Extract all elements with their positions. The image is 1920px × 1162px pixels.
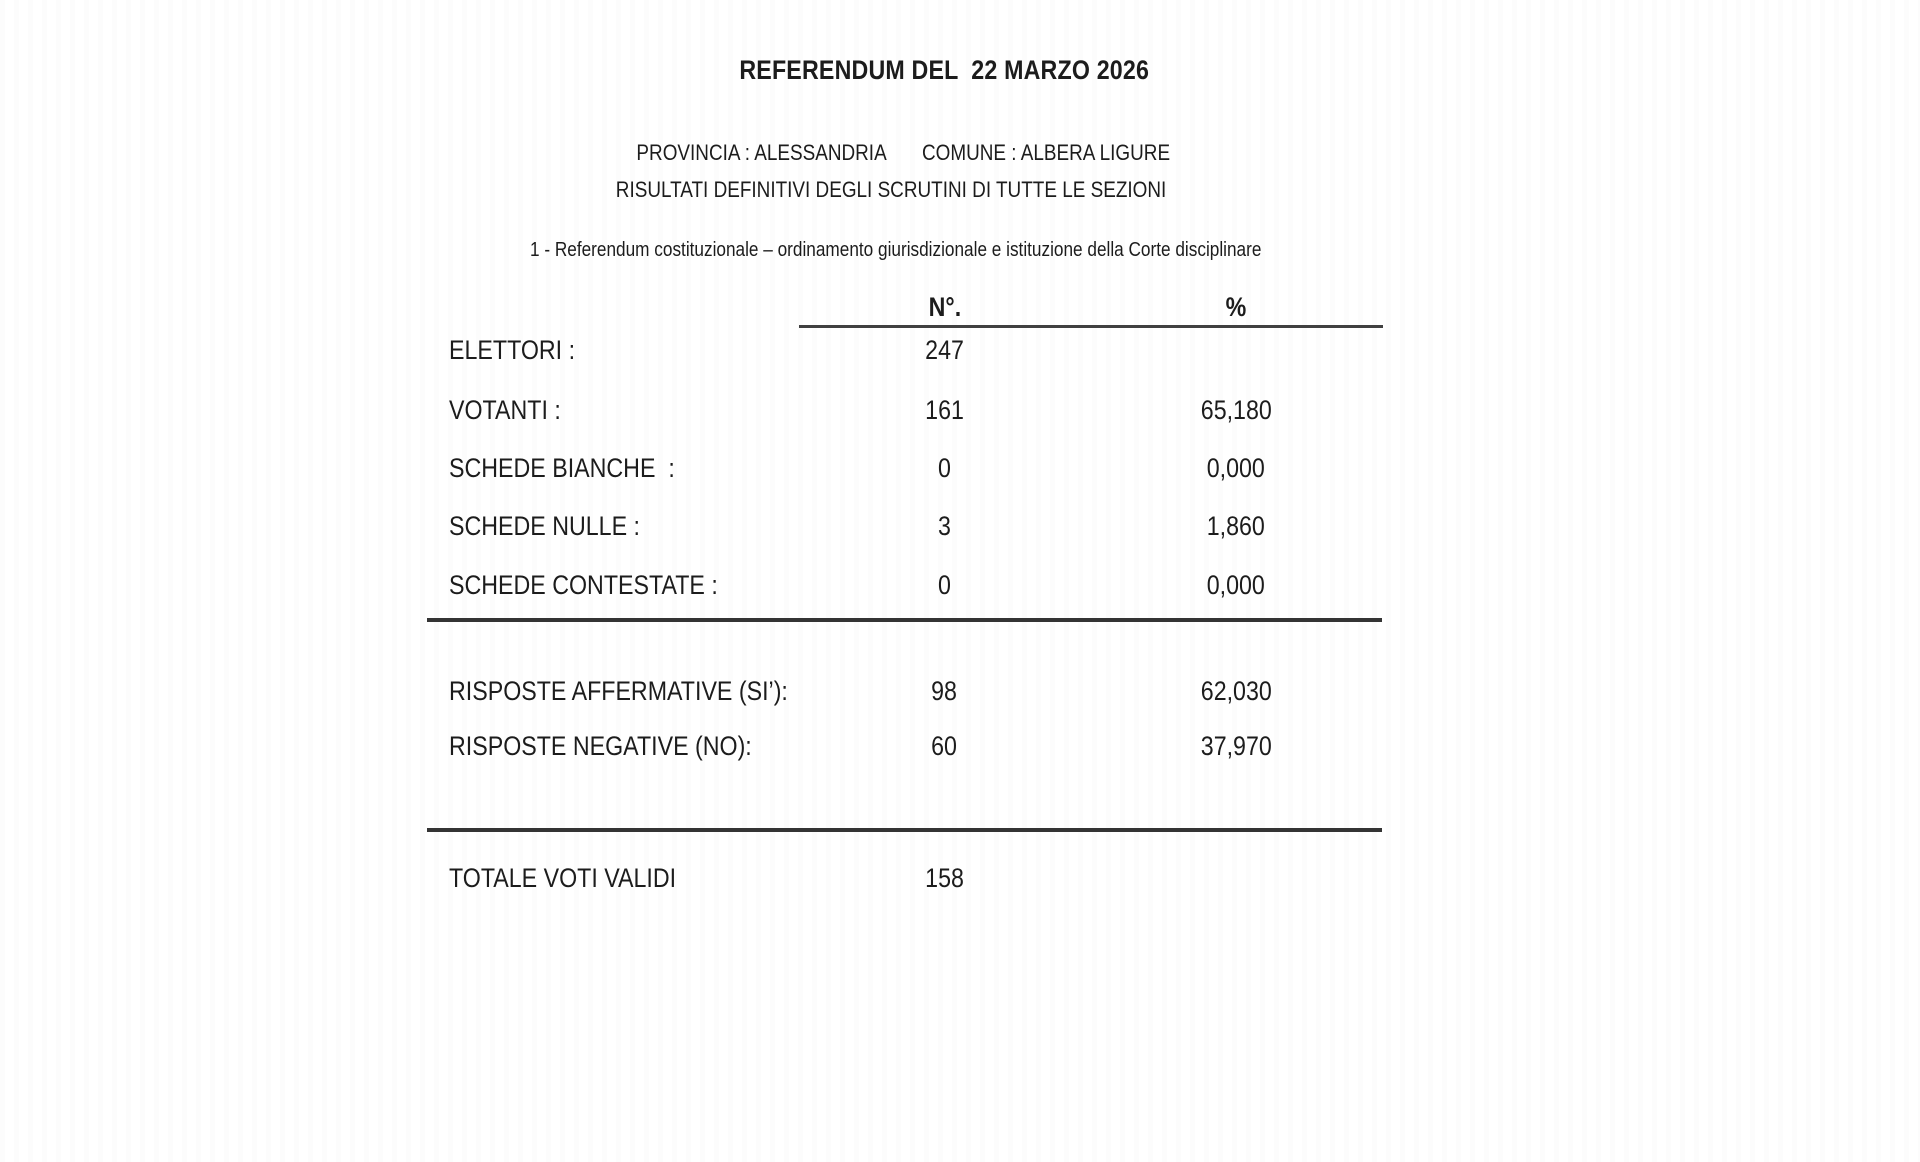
row-value-votanti-pct: 65,180 <box>1200 395 1272 425</box>
row-value-schede-nulle-pct: 1,860 <box>1206 511 1266 541</box>
row-label-schede-bianche: SCHEDE BIANCHE : <box>449 453 675 483</box>
page-title-text: REFERENDUM DEL 22 MARZO 2026 <box>739 55 1149 85</box>
row-label-risposte-negative: RISPOSTE NEGATIVE (NO): <box>449 731 752 761</box>
row-value-schede-bianche-n: 0 <box>938 453 951 483</box>
page-title <box>444 54 1444 86</box>
row-value-votanti-n: 161 <box>925 395 964 425</box>
provincia-label: PROVINCIA : ALESSANDRIA <box>636 140 887 165</box>
row-value-elettori-n: 247 <box>925 335 964 365</box>
row-label-risposte-affermative: RISPOSTE AFFERMATIVE (SI’): <box>449 676 788 706</box>
row-value-risposte-affermative-n: 98 <box>931 676 958 706</box>
row-value-risposte-affermative-pct: 62,030 <box>1200 676 1272 706</box>
column-header-pct: % <box>1225 292 1247 322</box>
row-value-totale-voti-validi-n: 158 <box>925 863 964 893</box>
row-value-risposte-negative-pct: 37,970 <box>1200 731 1272 761</box>
row-label-schede-contestate: SCHEDE CONTESTATE : <box>449 570 718 600</box>
row-value-schede-contestate-pct: 0,000 <box>1206 570 1266 600</box>
row-label-totale-voti-validi: TOTALE VOTI VALIDI <box>449 863 677 893</box>
header-underline <box>799 325 1383 328</box>
results-caption: RISULTATI DEFINITIVI DEGLI SCRUTINI DI TUTTE LE SEZIONI <box>615 177 1167 202</box>
row-label-elettori: ELETTORI : <box>449 335 576 365</box>
row-value-risposte-negative-n: 60 <box>931 731 958 761</box>
referendum-question: 1 - Referendum costituzionale – ordinamento giurisdizionale e istituzione della Corte disciplinare <box>530 239 1262 261</box>
separator-line-top <box>427 618 1382 622</box>
comune-label: COMUNE : ALBERA LIGURE <box>921 140 1170 165</box>
separator-line-bottom <box>427 828 1382 832</box>
row-value-elettori-pct <box>1090 334 1382 366</box>
row-value-schede-contestate-n: 0 <box>938 570 951 600</box>
column-header-n: N°. <box>928 292 961 322</box>
row-label-votanti: VOTANTI : <box>449 395 561 425</box>
row-value-schede-nulle-n: 3 <box>938 511 951 541</box>
location-line <box>403 139 1403 166</box>
row-label-schede-nulle: SCHEDE NULLE : <box>449 511 640 541</box>
row-value-schede-bianche-pct: 0,000 <box>1206 453 1266 483</box>
